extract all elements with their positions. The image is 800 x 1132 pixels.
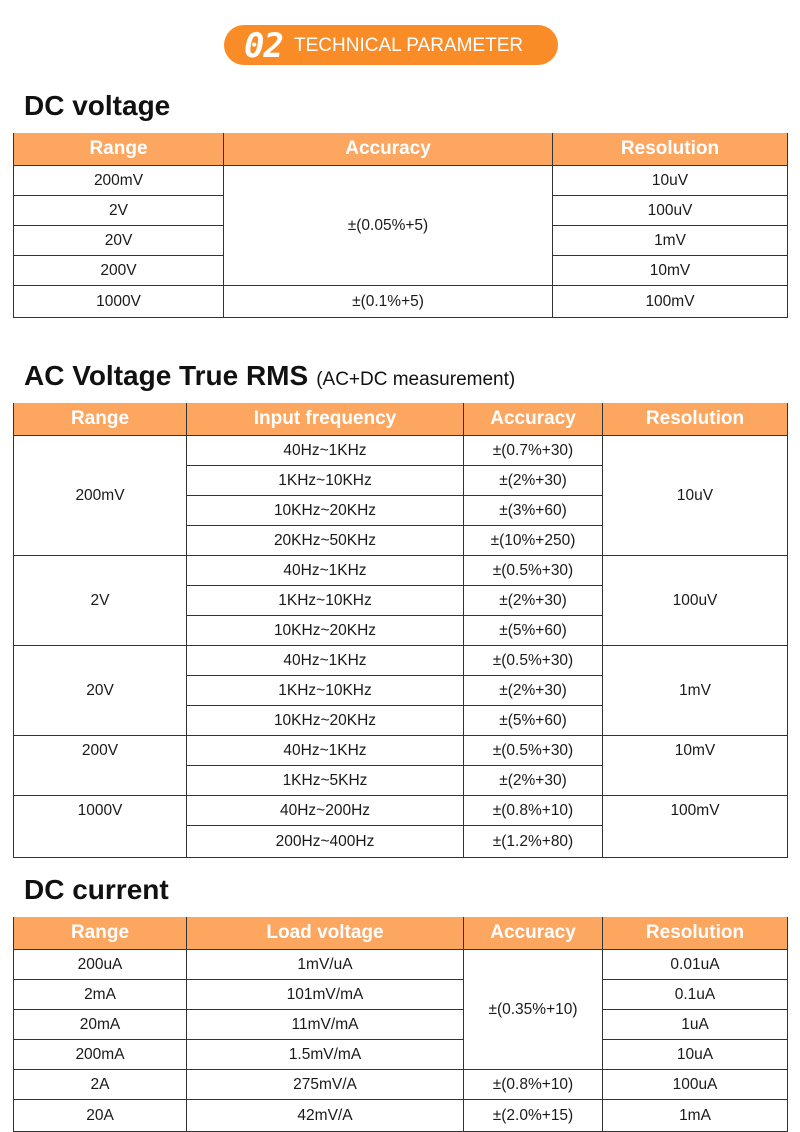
resolution-cell: 0.1uA — [603, 980, 788, 1010]
header-accuracy: Accuracy — [224, 133, 553, 166]
resolution-cell: 10uV — [603, 436, 788, 556]
range-cell: 200mV — [14, 436, 187, 556]
section-title: TECHNICAL PARAMETER — [294, 35, 524, 56]
frequency-cell: 1KHz~10KHz — [187, 586, 464, 616]
frequency-cell: 10KHz~20KHz — [187, 496, 464, 526]
resolution-cell: 10uA — [603, 1040, 788, 1070]
resolution-cell: 1mV — [553, 226, 788, 256]
resolution-cell: 1uA — [603, 1010, 788, 1040]
load-voltage-cell: 42mV/A — [187, 1100, 464, 1132]
ac-voltage-heading — [24, 360, 515, 392]
section-banner — [224, 25, 558, 65]
range-cell: 20V — [14, 646, 187, 736]
dc-voltage-heading: DC voltage — [24, 90, 171, 121]
range-cell: 200mA — [14, 1040, 187, 1070]
load-voltage-cell: 101mV/mA — [187, 980, 464, 1010]
accuracy-cell: ±(0.35%+10) — [464, 950, 603, 1070]
table-row — [14, 646, 788, 676]
range-cell: 2mA — [14, 980, 187, 1010]
accuracy-cell: ±(2.0%+15) — [464, 1100, 603, 1132]
header-resolution: Resolution — [603, 403, 788, 436]
accuracy-cell: ±(0.1%+5) — [224, 286, 553, 318]
load-voltage-cell: 1.5mV/mA — [187, 1040, 464, 1070]
frequency-cell: 200Hz~400Hz — [187, 826, 464, 858]
dc-current-heading: DC current — [24, 874, 169, 905]
accuracy-cell: ±(2%+30) — [464, 766, 603, 796]
resolution-cell: 1mA — [603, 1100, 788, 1132]
resolution-cell: 100uV — [603, 556, 788, 646]
load-voltage-cell: 11mV/mA — [187, 1010, 464, 1040]
table-row — [14, 166, 788, 196]
frequency-cell: 40Hz~1KHz — [187, 436, 464, 466]
ac-voltage-title: AC Voltage True RMS — [24, 360, 309, 391]
range-cell: 200V — [14, 736, 187, 796]
range-cell: 20A — [14, 1100, 187, 1132]
table-row — [14, 1070, 788, 1100]
range-cell: 2V — [14, 556, 187, 646]
accuracy-cell: ±(0.5%+30) — [464, 736, 603, 766]
resolution-cell: 100uV — [553, 196, 788, 226]
range-cell: 1000V — [14, 796, 187, 858]
resolution-cell: 10uV — [553, 166, 788, 196]
header-accuracy: Accuracy — [464, 403, 603, 436]
accuracy-cell: ±(1.2%+80) — [464, 826, 603, 858]
accuracy-cell: ±(0.8%+10) — [464, 796, 603, 826]
header-input-frequency: Input frequency — [187, 403, 464, 436]
range-cell: 2V — [14, 196, 224, 226]
header-accuracy: Accuracy — [464, 917, 603, 950]
accuracy-cell: ±(5%+60) — [464, 616, 603, 646]
resolution-cell: 100uA — [603, 1070, 788, 1100]
accuracy-cell: ±(2%+30) — [464, 466, 603, 496]
frequency-cell: 40Hz~1KHz — [187, 646, 464, 676]
header-load-voltage: Load voltage — [187, 917, 464, 950]
load-voltage-cell: 275mV/A — [187, 1070, 464, 1100]
accuracy-cell: ±(0.7%+30) — [464, 436, 603, 466]
frequency-cell: 40Hz~200Hz — [187, 796, 464, 826]
resolution-cell: 0.01uA — [603, 950, 788, 980]
table-row — [14, 736, 788, 766]
header-resolution: Resolution — [553, 133, 788, 166]
frequency-cell: 10KHz~20KHz — [187, 706, 464, 736]
resolution-cell: 10mV — [553, 256, 788, 286]
resolution-cell: 100mV — [553, 286, 788, 318]
frequency-cell: 40Hz~1KHz — [187, 736, 464, 766]
table-header-row — [14, 403, 788, 436]
table-row — [14, 286, 788, 318]
accuracy-cell: ±(0.5%+30) — [464, 556, 603, 586]
range-cell: 200mV — [14, 166, 224, 196]
accuracy-cell: ±(10%+250) — [464, 526, 603, 556]
frequency-cell: 20KHz~50KHz — [187, 526, 464, 556]
header-range: Range — [14, 917, 187, 950]
accuracy-cell: ±(0.8%+10) — [464, 1070, 603, 1100]
accuracy-cell: ±(3%+60) — [464, 496, 603, 526]
table-row — [14, 436, 788, 466]
ac-voltage-subtitle: (AC+DC measurement) — [316, 369, 516, 390]
table-row — [14, 980, 788, 1010]
range-cell: 2A — [14, 1070, 187, 1100]
frequency-cell: 1KHz~10KHz — [187, 466, 464, 496]
accuracy-cell: ±(0.5%+30) — [464, 646, 603, 676]
table-header-row — [14, 133, 788, 166]
header-range: Range — [14, 403, 187, 436]
frequency-cell: 10KHz~20KHz — [187, 616, 464, 646]
frequency-cell: 1KHz~10KHz — [187, 676, 464, 706]
section-number: 02 — [244, 26, 283, 66]
dc-current-table — [13, 917, 788, 1132]
accuracy-cell: ±(5%+60) — [464, 706, 603, 736]
range-cell: 200uA — [14, 950, 187, 980]
frequency-cell: 40Hz~1KHz — [187, 556, 464, 586]
frequency-cell: 1KHz~5KHz — [187, 766, 464, 796]
range-cell: 20V — [14, 226, 224, 256]
accuracy-cell: ±(0.05%+5) — [224, 166, 553, 286]
range-cell: 1000V — [14, 286, 224, 318]
load-voltage-cell: 1mV/uA — [187, 950, 464, 980]
header-resolution: Resolution — [603, 917, 788, 950]
table-header-row — [14, 917, 788, 950]
table-row — [14, 950, 788, 980]
table-row — [14, 1040, 788, 1070]
range-cell: 200V — [14, 256, 224, 286]
resolution-cell: 10mV — [603, 736, 788, 796]
table-row — [14, 1010, 788, 1040]
dc-voltage-table — [13, 133, 788, 318]
resolution-cell: 100mV — [603, 796, 788, 858]
resolution-cell: 1mV — [603, 646, 788, 736]
accuracy-cell: ±(2%+30) — [464, 586, 603, 616]
header-range: Range — [14, 133, 224, 166]
ac-voltage-table — [13, 403, 788, 858]
table-row — [14, 796, 788, 826]
accuracy-cell: ±(2%+30) — [464, 676, 603, 706]
table-row — [14, 1100, 788, 1132]
range-cell: 20mA — [14, 1010, 187, 1040]
table-row — [14, 556, 788, 586]
